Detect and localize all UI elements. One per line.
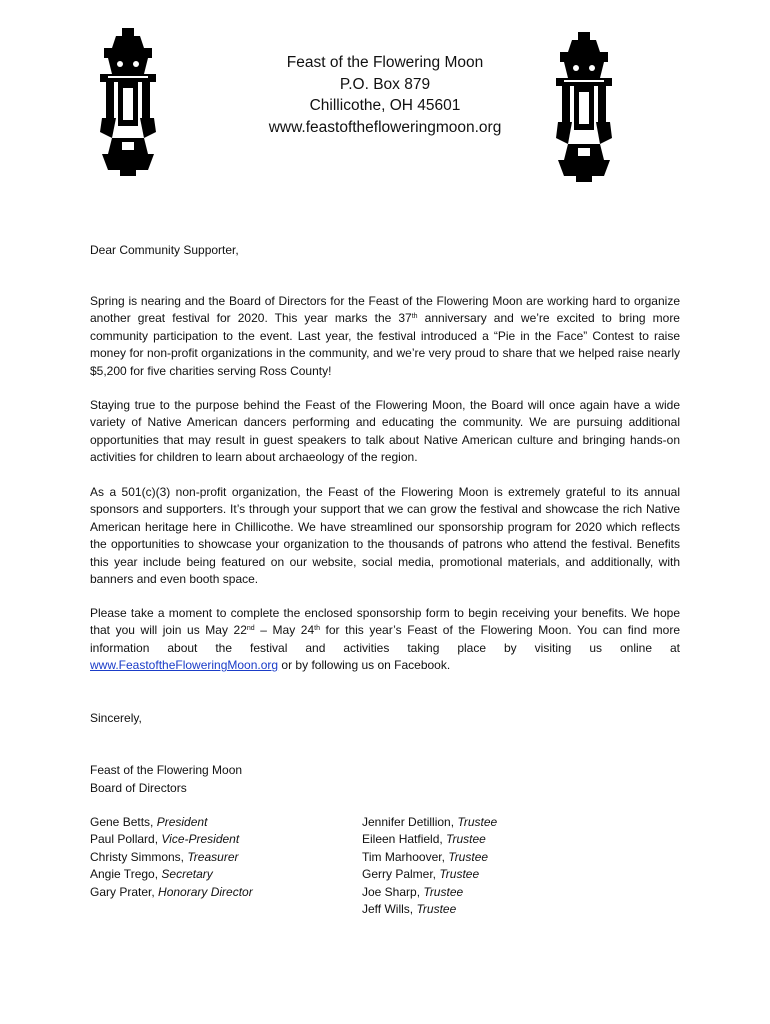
member-title: Trustee	[439, 867, 480, 882]
p4-sup-1: nd	[246, 625, 255, 633]
p4-text-b: – May 24	[254, 623, 315, 638]
p1-text-a: Spring is nearing and the Board of Directors for the Feast of the Flowering Moon are working hard to organize another great festival for 2020. This year marks the 37	[90, 294, 680, 326]
member-name: Joe Sharp,	[362, 884, 424, 899]
p4-text-d: or by following us on Facebook.	[278, 658, 451, 673]
board-member	[90, 849, 253, 866]
member-name: Jeff Wills,	[362, 902, 417, 917]
member-title: Secretary	[161, 867, 213, 882]
member-title: Trustee	[423, 884, 464, 899]
p1-sup: th	[411, 313, 418, 321]
board-member	[362, 901, 497, 918]
member-name: Gerry Palmer,	[362, 867, 440, 882]
board-list-trustees	[362, 814, 497, 918]
board-list-officers	[90, 814, 253, 901]
closing: Sincerely,	[90, 711, 142, 725]
totem-figure-icon	[553, 32, 615, 187]
member-title: President	[156, 815, 208, 829]
member-title: Vice-President	[161, 832, 240, 847]
board-member	[90, 831, 253, 848]
po-box: P.O. Box 879	[339, 75, 431, 93]
member-name: Angie Trego,	[90, 867, 162, 882]
festival-website-link[interactable]: www.FeastoftheFloweringMoon.org	[90, 658, 279, 673]
board-member	[90, 884, 253, 901]
member-name: Gary Prater,	[90, 884, 159, 899]
p1-text-b: anniversary and we’re excited to bring more community participation to the event. Last year, the festival introduced a “Pie in the Face” Contest to raise money for non-profit organizations in the community, and we’re very proud to share that we helped raise nearly $5,200 for five charities serving Ross County!	[90, 311, 680, 378]
paragraph-1	[90, 293, 680, 380]
member-title: Trustee	[446, 832, 486, 847]
p4-text-a: Please take a moment to complete the enclosed sponsorship form to begin receiving your benefits. We hope that you will join us May 22	[90, 606, 680, 638]
org-name: Feast of the Flowering Moon	[286, 54, 484, 71]
p4-text-c: for this year’s Feast of the Flowering Moon. You can find more information about the festival and activities taking place by visiting us online at	[90, 623, 680, 655]
city-state-zip: Chillicothe, OH 45601	[309, 97, 461, 114]
p4-sup-2: th	[314, 625, 320, 633]
paragraph-2: Staying true to the purpose behind the Feast of the Flowering Moon, the Board will once again have a wide variety of Native American dancers performing and educating the community. We are pursuing additional opportunities that may result in guest speakers to talk about Native American culture and bringing hands-on activities for children to learn about archaeology of the region.	[90, 398, 680, 465]
board-member	[362, 884, 497, 901]
header-website: www.feastofthefloweringmoon.org	[268, 118, 502, 136]
member-title: Treasurer	[187, 849, 239, 864]
member-title: Trustee	[457, 815, 498, 829]
board-member	[90, 866, 253, 883]
signature-board: Board of Directors	[90, 780, 187, 795]
paragraph-4	[90, 605, 680, 675]
member-title: Trustee	[416, 902, 457, 917]
board-member	[362, 814, 497, 831]
member-name: Eileen Hatfield,	[362, 832, 447, 847]
member-name: Tim Marhoover,	[362, 849, 449, 864]
member-name: Gene Betts,	[90, 815, 157, 829]
member-name: Paul Pollard,	[90, 832, 162, 847]
member-title: Trustee	[448, 849, 489, 864]
member-name: Jennifer Detillion,	[362, 815, 458, 829]
member-name: Christy Simmons,	[90, 849, 188, 864]
paragraph-3: As a 501(c)(3) non-profit organization, the Feast of the Flowering Moon is extremely grateful to its annual sponsors and supporters. It’s through your support that we can grow the festival and showcase the rich Native American heritage here in Chillicothe. We have streamlined our sponsorship program for 2020 which reflects the opportunities to showcase your organization to the thousands of patrons who attend the festival. Benefits this year include being featured on our website, social media, promotional materials, and additionally, with banners and even booth space.	[90, 485, 680, 587]
board-member	[90, 814, 253, 831]
salutation: Dear Community Supporter,	[90, 243, 239, 257]
board-member	[362, 866, 497, 883]
board-member	[362, 831, 497, 848]
signature-org: Feast of the Flowering Moon	[90, 763, 243, 777]
signature-block	[90, 762, 680, 797]
board-member	[362, 849, 497, 866]
member-title: Honorary Director	[158, 884, 253, 899]
letterhead	[0, 52, 770, 138]
